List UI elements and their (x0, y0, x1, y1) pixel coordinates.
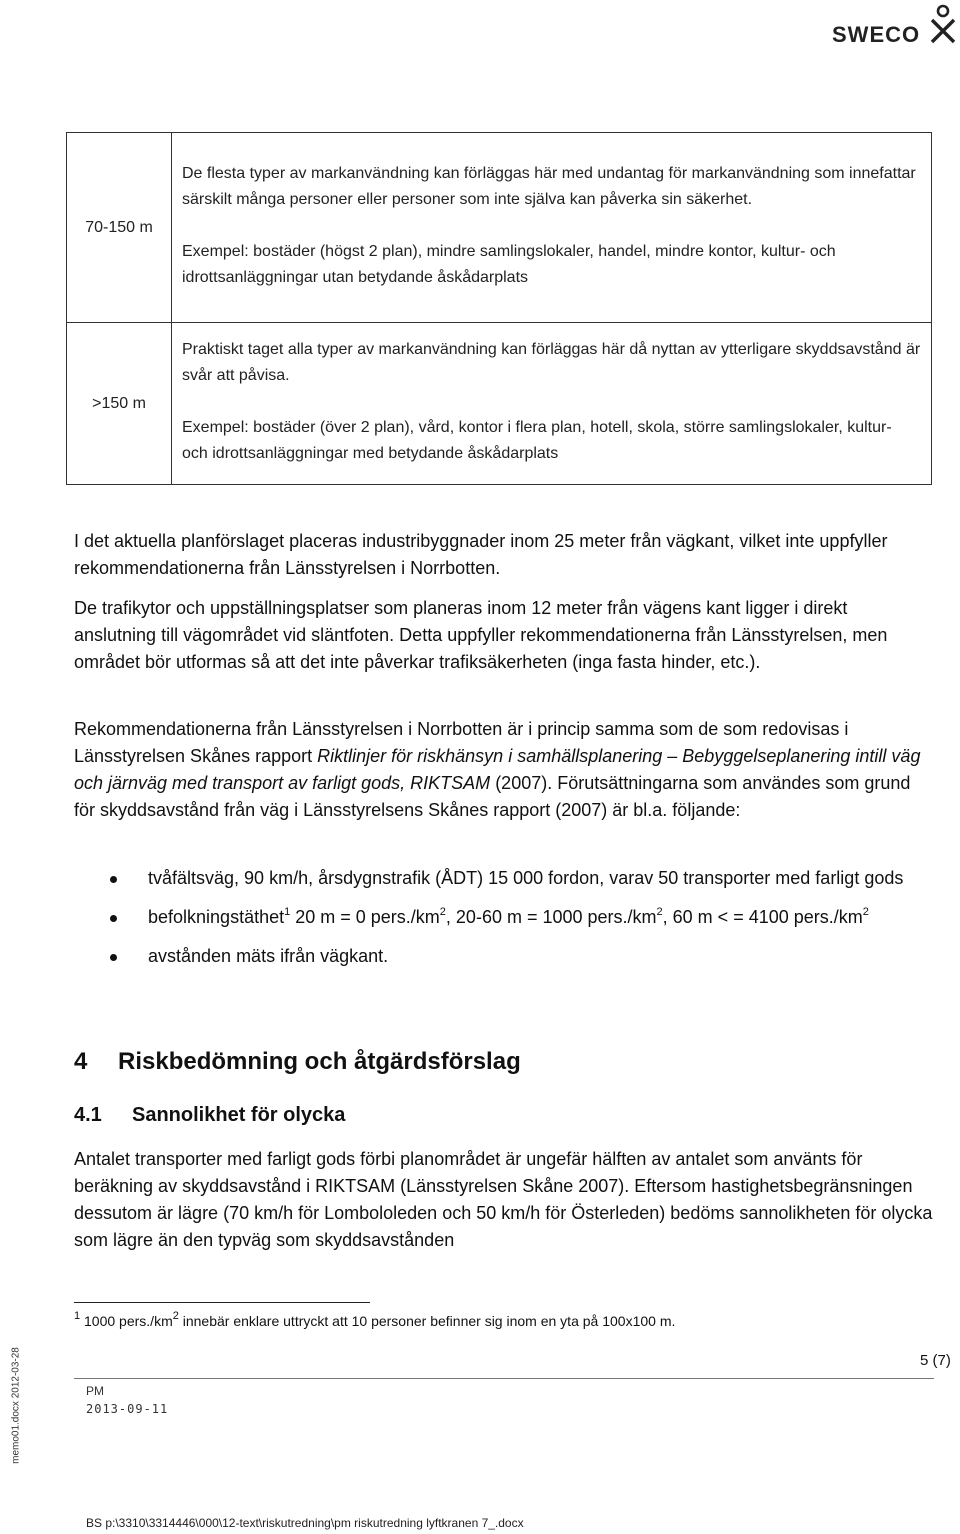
paragraph (74, 716, 934, 824)
subsection-number: 4.1 (74, 1104, 102, 1126)
example-text: Exempel: bostäder (över 2 plan), vård, kontor i flera plan, hotell, skola, större samlingslokaler, kultur- och idrottsanläggningar med betydande åskådarplats (182, 418, 892, 462)
paragraph: De trafikytor och uppställningsplatser som planeras inom 12 meter från vägens kant ligger i direkt anslutning till vägområdet vid släntfoten. Detta uppfyller rekommendationerna från Länsstyrelsen, men området bör utformas så att det inte påverkar trafiksäkerheten (inga fasta hinder, etc.). (74, 598, 888, 672)
footnote-ref: 1 (284, 906, 291, 918)
document-type: PM (86, 1384, 104, 1398)
footnote-divider (74, 1302, 370, 1303)
list-item-text: , 20-60 m = 1000 pers./km (445, 907, 657, 927)
list-item-text: avstånden mäts ifrån vägkant. (148, 946, 389, 966)
bullet-icon (110, 876, 117, 883)
file-path: BS p:\3310\3314446\000\12-text\riskutredning\pm riskutredning lyftkranen 7_.docx (86, 1516, 524, 1530)
section-heading (74, 1048, 521, 1076)
list-item-text: tvåfältsväg, 90 km/h, årsdygnstrafik (ÅDT) 15 000 fordon, varav 50 transporter med farligt gods (148, 868, 904, 888)
page-number: 5 (7) (920, 1352, 951, 1369)
document-date: 2013-09-11 (86, 1402, 169, 1416)
example-text: Exempel: bostäder (högst 2 plan), mindre samlingslokaler, handel, mindre kontor, kultur- och idrottsanläggningar utan betydande åskådarplats (182, 242, 836, 286)
paragraph: I det aktuella planförslaget placeras industribyggnader inom 25 meter från vägkant, vilket inte uppfyller rekommendationerna från Länsstyrelsen i Norrbotten. (74, 531, 888, 578)
list-item-text: , 60 m < = 4100 pers./km (662, 907, 863, 927)
bullet-icon (110, 954, 117, 961)
section-number: 4 (74, 1048, 88, 1075)
footer-divider (74, 1378, 934, 1379)
distance-cell: >150 m (67, 323, 172, 485)
list-item-text: 20 m = 0 pers./km (290, 907, 440, 927)
sweco-logo (832, 4, 958, 47)
list-item (74, 865, 934, 892)
description-text: De flesta typer av markanvändning kan förläggas här med undantag för markanvändning som innefattar särskilt många personer eller personer som inte själva kan påverka sin säkerhet. (182, 164, 916, 208)
superscript: 2 (656, 906, 663, 918)
superscript: 2 (172, 1310, 179, 1323)
footnote-text: 1000 pers./km (80, 1313, 173, 1329)
description-text: Praktiskt taget alla typer av markanvändning kan förläggas här då nyttan av ytterligare skyddsavstånd är svår att påvisa. (182, 340, 921, 384)
footnote (74, 1311, 675, 1331)
distance-cell: 70-150 m (67, 133, 172, 323)
superscript: 2 (862, 906, 869, 918)
subsection-title: Sannolikhet för olycka (132, 1104, 346, 1126)
logo-wordmark: SWECO (832, 22, 921, 47)
bullet-list (74, 865, 934, 982)
footnote-text: innebär enklare uttryckt att 10 personer befinner sig inom en yta på 100x100 m. (178, 1313, 676, 1329)
paragraph-text: Rekommendationerna från Länsstyrelsen i Norrbotten är i princip samma som de som redovisas i Länsstyrelsen Skånes rapport (74, 719, 849, 766)
paragraph-text: (2007). Förutsättningarna som användes som grund för skyddsavstånd från väg i Länsstyrelsens Skånes rapport (2007) är bl.a. följande: (74, 773, 911, 820)
footnote-marker: 1 (74, 1310, 81, 1323)
bullet-icon (110, 915, 117, 922)
list-item (74, 904, 934, 931)
superscript: 2 (439, 906, 446, 918)
report-title: Riktlinjer för riskhänsyn i samhällsplanering – Bebyggelseplanering intill väg och järnväg med transport av farligt gods, RIKTSAM (74, 746, 921, 793)
risk-distance-table (66, 132, 932, 485)
paragraph: Antalet transporter med farligt gods förbi planområdet är ungefär hälften av antalet som använts för beräkning av skyddsavstånd i RIKTSAM (Länsstyrelsen Skåne 2007). Eftersom hastighetsbegränsningen dessutom är lägre (70 km/h för Lombololeden och 50 km/h för Österleden) bedöms sannolikheten för olycka som lägre än den typväg som skyddsavstånden (74, 1149, 933, 1250)
template-label: memo01.docx 2012-03-28 (10, 1347, 22, 1464)
table-row (67, 133, 932, 323)
description-cell (172, 133, 932, 323)
description-cell (172, 323, 932, 485)
table-row (67, 323, 932, 485)
list-item (74, 943, 934, 970)
subsection-heading (74, 1104, 345, 1127)
list-item-text: befolkningstäthet (148, 907, 285, 927)
section-title: Riskbedömning och åtgärdsförslag (118, 1048, 521, 1075)
sweco-figure-icon (928, 4, 958, 44)
